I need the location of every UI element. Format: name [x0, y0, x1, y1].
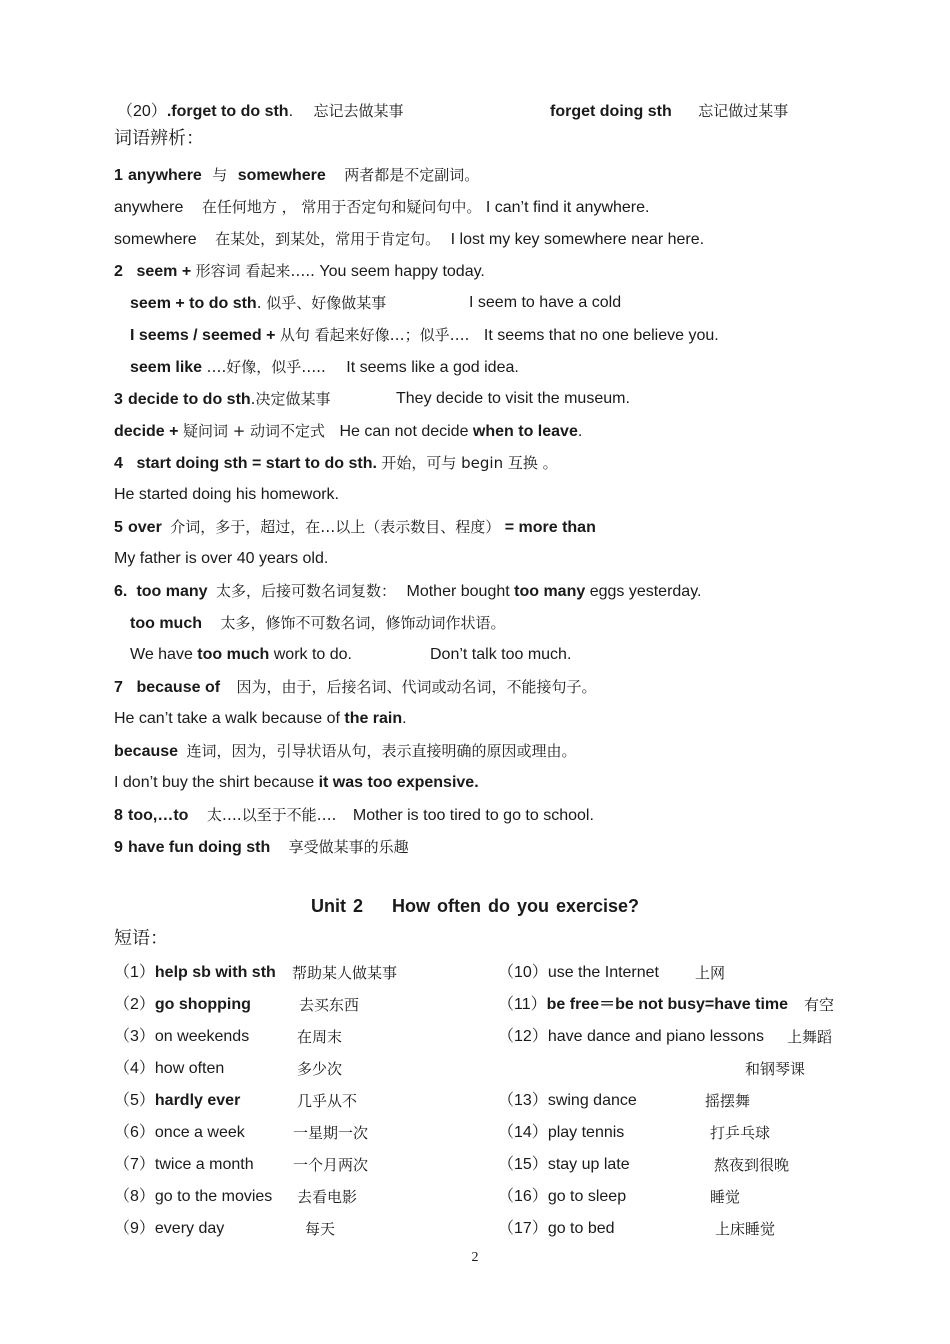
item-6b	[130, 645, 352, 665]
phrase-number: （15）	[498, 1156, 548, 1173]
phrase: I seems / seemed +	[130, 327, 276, 344]
phrase-english: go to the movies	[154, 1188, 273, 1205]
item-5a: My father is over 40 years old.	[114, 550, 329, 567]
phrase-english: use the Internet	[547, 964, 659, 981]
example: He can’t take a walk because of	[114, 710, 345, 727]
item-number: 3	[114, 391, 123, 408]
phrase-english: play tennis	[547, 1124, 625, 1141]
item-6b-example2: Don’t talk too much.	[430, 646, 572, 663]
phrase-number: （1）	[114, 964, 155, 981]
phrase-chinese: 上舞蹈	[787, 1028, 833, 1046]
unit-label: Unit 2	[310, 896, 363, 916]
example: It seems like a god idea.	[346, 359, 519, 376]
phrase-english: help sb with sth	[154, 964, 276, 981]
phrase-number: （14）	[498, 1124, 548, 1141]
item-1b	[114, 229, 704, 250]
conjunction: 与	[212, 166, 228, 184]
analysis-heading: 词语辨析：	[114, 128, 204, 149]
example-end: work to do.	[269, 646, 352, 663]
phrase-chinese: 几乎从不	[297, 1092, 358, 1110]
phrase-chinese: 一个月两次	[293, 1156, 369, 1174]
phrase: somewhere	[114, 231, 197, 248]
phrase: somewhere	[237, 167, 326, 184]
phrase-number: （9）	[114, 1220, 155, 1237]
phrase-english: how often	[154, 1060, 225, 1077]
phrase-english: go shopping	[154, 996, 251, 1013]
phrase-number: （5）	[114, 1092, 155, 1109]
example-bold: it was too expensive.	[318, 774, 479, 791]
forget-line	[117, 101, 404, 122]
meaning: 开始，可与 begin 互换 。	[381, 454, 558, 472]
phrase-english: on weekends	[154, 1028, 250, 1045]
phrase-row	[498, 995, 788, 1015]
item-3a	[114, 421, 582, 442]
phrase-chinese: 上网	[695, 964, 726, 982]
phrase-chinese: 去买东西	[299, 996, 360, 1014]
item-number: 1	[114, 167, 123, 184]
meaning: . 似乎、好像做某事	[256, 294, 387, 312]
example: I don’t buy the shirt because	[114, 774, 319, 791]
item-1	[114, 165, 479, 186]
phrase-english: go to bed	[547, 1220, 615, 1237]
phrase-row	[114, 1219, 224, 1239]
example: He can not decide	[339, 423, 473, 440]
phrase-english: once a week	[154, 1124, 245, 1141]
item-2a	[130, 293, 386, 314]
item-7c	[114, 773, 479, 793]
item-6a	[130, 613, 505, 634]
phrase-number: （11）	[498, 996, 547, 1013]
phrase-chinese: 有空	[804, 996, 835, 1014]
phrase-row	[114, 1123, 245, 1143]
phrase-chinese: 打乒乓球	[710, 1124, 771, 1142]
item-3	[114, 389, 330, 410]
phrase-row	[114, 1059, 224, 1079]
phrase-english: stay up late	[547, 1156, 630, 1173]
phrase: seem like	[130, 359, 203, 376]
meaning: 疑问词 + 动词不定式	[182, 422, 326, 440]
meaning: 从句 看起来好像…；似乎….	[279, 326, 470, 344]
item-5	[114, 517, 596, 538]
phrase-chinese: 睡觉	[710, 1188, 741, 1206]
unit-title	[0, 896, 950, 917]
item-4a: He started doing his homework.	[114, 486, 339, 503]
phrase-english: go to sleep	[547, 1188, 627, 1205]
item-2a-example: I seem to have a cold	[469, 294, 622, 311]
phrase-row	[498, 1155, 630, 1175]
example: Mother bought	[406, 583, 515, 600]
item-2b	[130, 325, 719, 346]
item-9	[114, 837, 409, 858]
phrase-row	[498, 1123, 624, 1143]
phrase-row	[114, 995, 251, 1015]
phrase: anywhere	[128, 167, 202, 184]
phrase-number: （7）	[114, 1156, 155, 1173]
item-number: 4	[114, 455, 123, 472]
example: It seems that no one believe you.	[483, 327, 719, 344]
item-number: 9	[114, 839, 123, 856]
phrases-heading: 短语：	[114, 928, 168, 949]
meaning: ….好像，似乎…..	[206, 358, 326, 376]
item-number: （20）	[117, 103, 167, 120]
meaning: 享受做某事的乐趣	[288, 838, 409, 856]
phrase-english: be free＝be not busy=have time	[546, 996, 789, 1013]
phrase-number: （17）	[498, 1220, 548, 1237]
item-number: 8	[114, 807, 123, 824]
example-end: eggs yesterday.	[585, 583, 702, 600]
example: You seem happy today.	[319, 263, 485, 280]
phrase: have fun doing sth	[128, 839, 271, 856]
phrase: seem + to do sth	[130, 295, 257, 312]
phrase: decide +	[114, 423, 179, 440]
item-7	[114, 677, 597, 698]
item-2	[114, 261, 485, 282]
phrase-row	[114, 963, 276, 983]
meaning: 介词，多于，超过，在…以上（表示数目、程度）	[170, 518, 501, 536]
phrase-row	[498, 1219, 615, 1239]
example: Mother is too tired to go to school.	[352, 807, 594, 824]
phrase-number: （4）	[114, 1060, 155, 1077]
item-4	[114, 453, 558, 474]
item-7b	[114, 741, 577, 762]
phrase-chinese: 帮助某人做某事	[292, 964, 398, 982]
phrase-chinese: 多少次	[297, 1060, 343, 1078]
phrase-number: （12）	[498, 1028, 548, 1045]
phrase-english: swing dance	[547, 1092, 637, 1109]
phrase-chinese: 在周末	[297, 1028, 343, 1046]
phrase: .forget to do sth	[166, 103, 289, 120]
phrase-row	[498, 1187, 626, 1207]
meaning: 形容词 看起来…..	[195, 262, 315, 280]
example-bold: the rain	[344, 710, 403, 727]
phrase-number: （10）	[498, 964, 548, 981]
meaning: 忘记去做某事	[313, 102, 404, 120]
phrase-number: （3）	[114, 1028, 155, 1045]
phrase-english: hardly ever	[154, 1092, 241, 1109]
phrase-row	[114, 1155, 254, 1175]
item-3-example: They decide to visit the museum.	[396, 390, 630, 407]
example-bold: too much	[197, 646, 270, 663]
item-number: 6.	[114, 583, 128, 600]
phrase: because of	[136, 679, 221, 696]
item-number: 2	[114, 263, 123, 280]
example-end: .	[402, 710, 407, 727]
meaning: 太….以至于不能….	[206, 806, 337, 824]
example-end: .	[577, 423, 583, 440]
phrase-row	[114, 1091, 240, 1111]
forget-doing-line	[550, 101, 788, 122]
example: We have	[130, 646, 198, 663]
example: I can’t find it anywhere.	[485, 199, 650, 216]
unit-question: How often do you exercise?	[391, 896, 640, 916]
meaning: 在某处，到某处，常用于肯定句。	[215, 230, 441, 248]
item-number: 5	[114, 519, 123, 536]
phrase: over	[128, 519, 162, 536]
phrase-chinese: 熬夜到很晚	[714, 1156, 790, 1174]
meaning: 两者都是不定副词。	[344, 166, 480, 184]
meaning: 忘记做过某事	[698, 102, 789, 120]
example-bold: when to leave	[472, 423, 578, 440]
phrase-row	[498, 963, 659, 983]
meaning: 因为，由于，后接名词、代词或动名词，不能接句子。	[236, 678, 597, 696]
item-1a	[114, 197, 649, 218]
meaning: 太多，修饰不可数名词，修饰动词作状语。	[220, 614, 506, 632]
example: I lost my key somewhere near here.	[450, 231, 705, 248]
phrase-number: （13）	[498, 1092, 548, 1109]
phrase-chinese: 一星期一次	[293, 1124, 369, 1142]
phrase-chinese: 上床睡觉	[715, 1220, 776, 1238]
phrase: too,…to	[128, 807, 189, 824]
item-6	[114, 581, 701, 602]
phrase-row	[114, 1027, 249, 1047]
phrase-chinese: 每天	[305, 1220, 336, 1238]
phrase: anywhere	[114, 199, 184, 216]
equivalent: = more than	[504, 519, 596, 536]
phrase: start doing sth = start to do sth.	[136, 455, 377, 472]
phrase-chinese: 去看电影	[297, 1188, 358, 1206]
phrase-english: every day	[154, 1220, 225, 1237]
phrase-row	[498, 1027, 764, 1047]
phrase: too much	[130, 615, 202, 632]
item-7a	[114, 709, 407, 729]
page-number: 2	[471, 1250, 479, 1265]
item-2c	[130, 357, 519, 378]
phrase-row	[114, 1187, 272, 1207]
phrase-number: （8）	[114, 1188, 155, 1205]
phrase: because	[114, 743, 179, 760]
meaning: 连词，因为，引导状语从句，表示直接明确的原因或理由。	[186, 742, 577, 760]
meaning: 在任何地方 ， 常用于否定句和疑问句中。	[201, 198, 482, 216]
meaning: 太多，后接可数名词复数：	[216, 582, 397, 600]
meaning: .决定做某事	[250, 390, 331, 408]
phrase-chinese: 摇摆舞	[705, 1092, 751, 1110]
example-bold: too many	[514, 583, 586, 600]
phrase-row	[498, 1091, 637, 1111]
phrase: decide to do sth	[128, 391, 251, 408]
phrase: too many	[136, 583, 208, 600]
phrase-number: （6）	[114, 1124, 155, 1141]
separator: .	[288, 103, 294, 120]
item-8	[114, 805, 594, 826]
phrase: forget doing sth	[550, 103, 672, 120]
phrase: seem +	[136, 263, 192, 280]
phrase-english: have dance and piano lessons	[547, 1028, 764, 1045]
phrase-number: （16）	[498, 1188, 548, 1205]
phrase-number: （2）	[114, 996, 155, 1013]
item-number: 7	[114, 679, 123, 696]
phrase-chinese: 和钢琴课	[745, 1060, 806, 1078]
phrase-english: twice a month	[154, 1156, 254, 1173]
